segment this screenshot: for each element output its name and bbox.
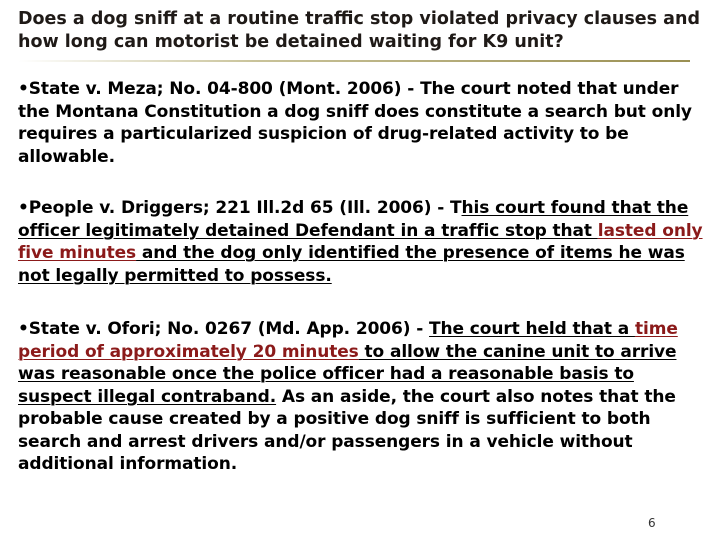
case-holding: The court noted that under the Montana Constitution a dog sniff does constitute a search but only requires a particularized suspicion of drug-related activity to be allowable. — [18, 79, 692, 167]
case-holding-underlined-end: and the dog only identified the presence of items he was not legally permitted to possess. — [18, 243, 685, 286]
title-divider — [18, 60, 690, 62]
case-holding-underlined: his court found that the officer legitimately detained Defendant in a traffic stop that — [18, 198, 689, 241]
case-citation: State v. Ofori; No. 0267 (Md. App. 2006) - — [28, 319, 430, 339]
slide-title: Does a dog sniff at a routine traffic stop violated privacy clauses and how long can motorist be detained waiting for K9 unit? — [18, 9, 700, 52]
case-highlight: lasted only five minutes — [18, 220, 703, 263]
page-number: 6 — [648, 516, 656, 530]
bullet: • — [18, 319, 29, 339]
case-ofori-paragraph — [18, 318, 708, 476]
case-citation: People v. Driggers; 221 Ill.2d 65 (Ill. 2006) - T — [28, 198, 462, 218]
case-citation: State v. Meza; No. 04-800 (Mont. 2006) - — [28, 79, 421, 99]
case-aside: As an aside, the court also notes that the probable cause created by a positive dog sniff is sufficient to both search and arrest drivers and/or passengers in a vehicle without additional information. — [18, 386, 676, 474]
case-highlight: time period of approximately 20 minutes — [18, 319, 678, 362]
bullet: • — [18, 198, 29, 218]
case-holding-underlined-end: to allow the canine unit to arrive was reasonable once the police officer had a reasonable basis to suspect illegal contraband. — [18, 341, 677, 407]
bullet: • — [18, 79, 29, 99]
case-holding-underlined: The court held that a — [429, 319, 635, 339]
case-meza-paragraph — [18, 78, 708, 168]
case-driggers-paragraph — [18, 197, 708, 287]
